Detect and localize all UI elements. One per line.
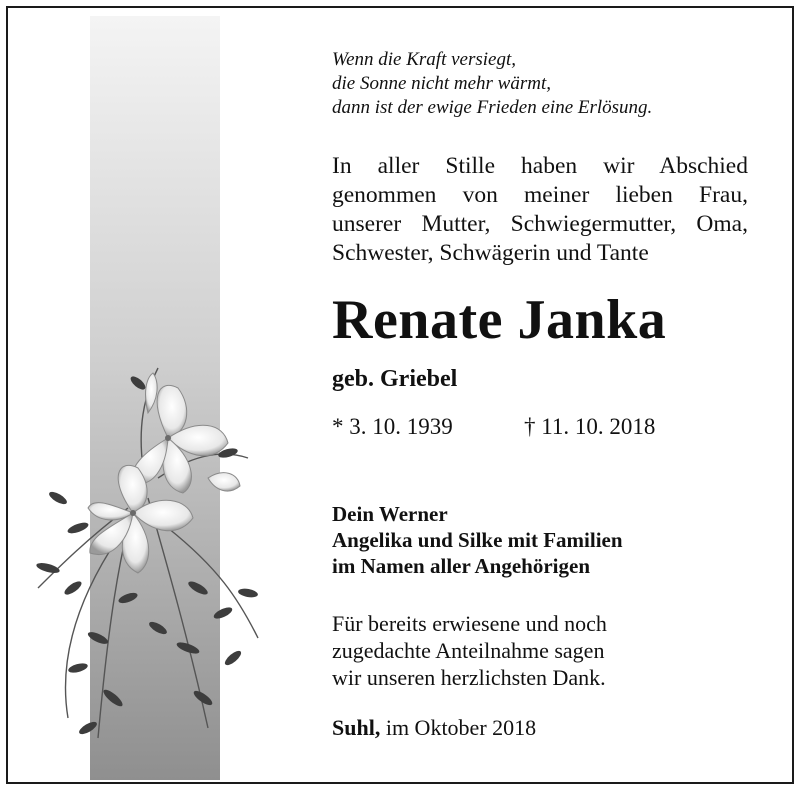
thanks-line: wir unseren herzlichsten Dank.: [332, 665, 606, 690]
intro-line: genommen von meiner lieben Frau,: [332, 182, 748, 208]
birth-date: * 3. 10. 1939: [332, 414, 453, 439]
lily-bouquet-image: [18, 338, 278, 758]
intro-line: Schwester, Schwägerin und Tante: [332, 240, 649, 266]
place-city: Suhl,: [332, 715, 381, 740]
intro-paragraph: [332, 152, 748, 268]
intro-line: In aller Stille haben wir Abschied: [332, 153, 748, 179]
maiden-name: geb. Griebel: [332, 366, 458, 392]
obituary-notice: [6, 6, 794, 784]
thanks-line: Für bereits erwiesene und noch: [332, 611, 607, 636]
poem-line: die Sonne nicht mehr wärmt,: [332, 73, 552, 94]
deceased-name: Renate Janka: [332, 289, 667, 351]
place-date: im Oktober 2018: [385, 715, 537, 740]
death-date: † 11. 10. 2018: [524, 414, 656, 439]
place-and-date: [332, 714, 536, 742]
poem-line: Wenn die Kraft versiegt,: [332, 49, 516, 70]
thanks-line: zugedachte Anteilnahme sagen: [332, 638, 605, 663]
signatory-line: Angelika und Silke mit Familien: [332, 528, 623, 552]
signatory-line: im Namen aller Angehörigen: [332, 554, 591, 578]
signatory-line: Dein Werner: [332, 502, 448, 526]
poem-line: dann ist der ewige Frieden eine Erlösung.: [332, 97, 653, 118]
intro-line: unserer Mutter, Schwiegermutter, Oma,: [332, 211, 748, 237]
poem-verse: [332, 48, 752, 120]
signatories: [332, 501, 623, 579]
thanks-paragraph: [332, 610, 607, 691]
